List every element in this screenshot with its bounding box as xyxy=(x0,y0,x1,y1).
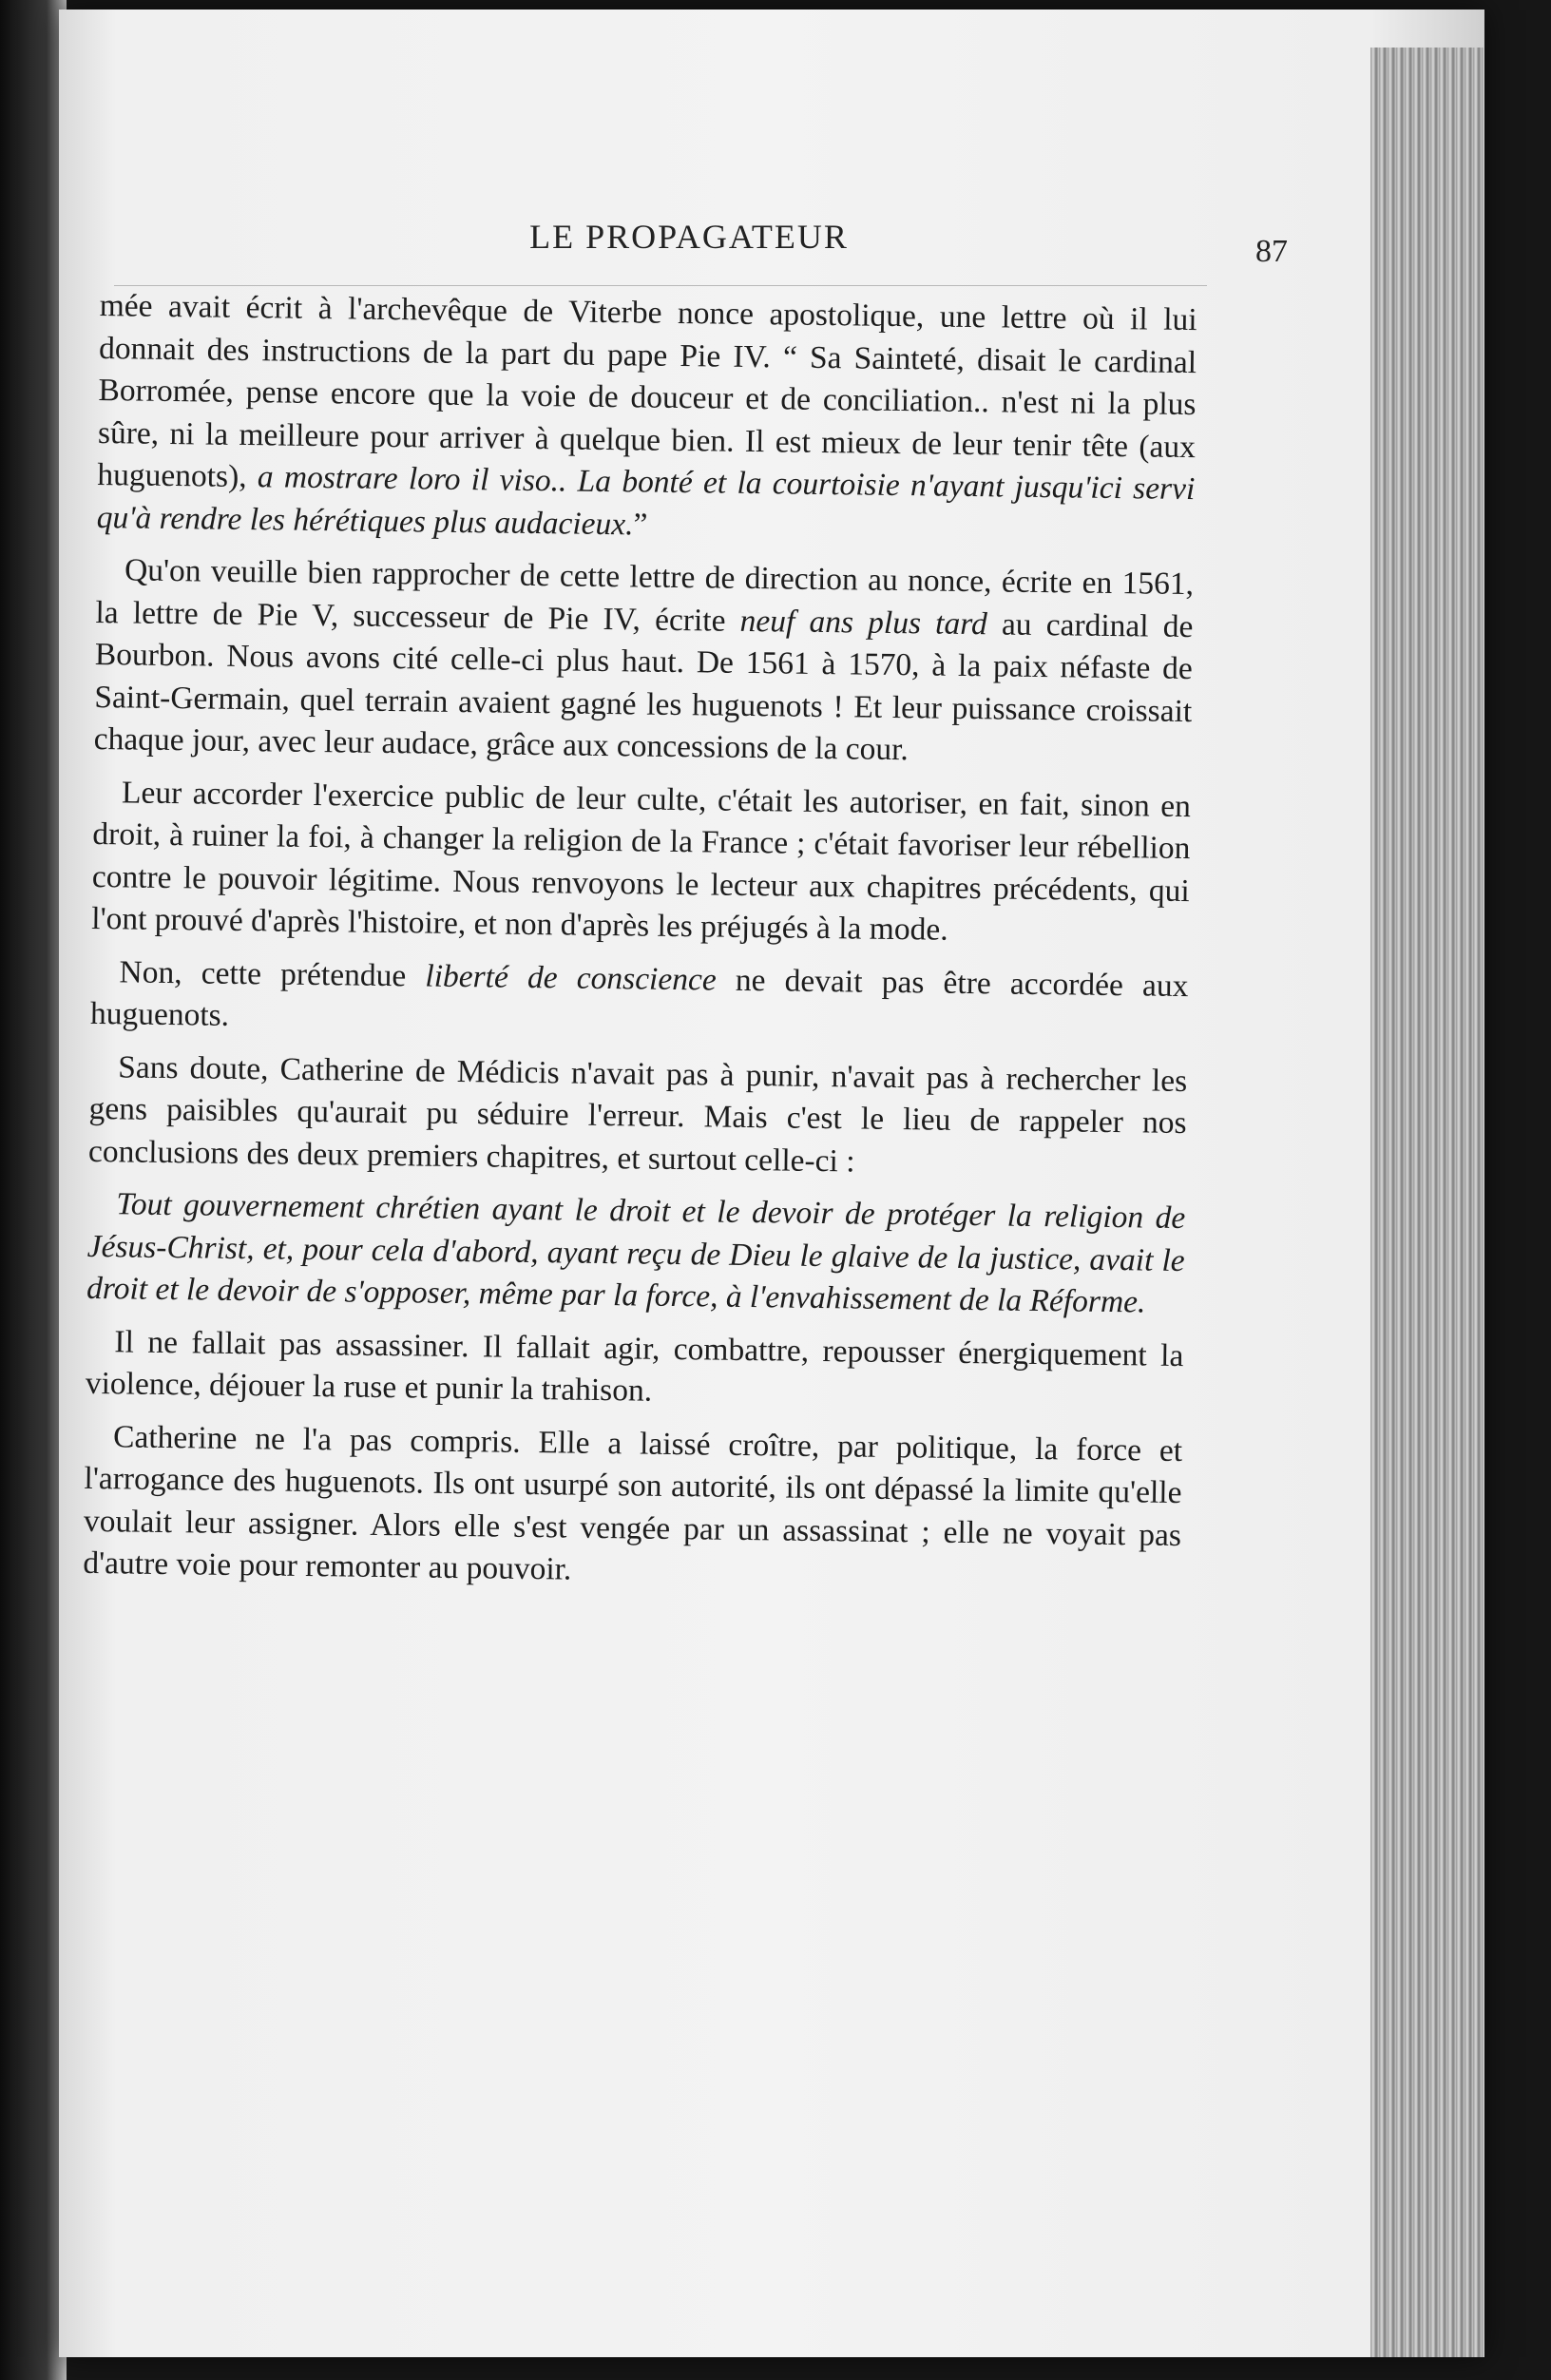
paragraph-pie-v-letter xyxy=(93,549,1194,776)
paragraph-conclusion-quote xyxy=(86,1183,1186,1325)
paragraph-text: Il ne fallait pas assassiner. Il fallait agir, combattre, repousser énergiquement la violence, déjouer la ruse et punir la trahison. xyxy=(85,1323,1184,1409)
emphasis-neuf-ans: neuf ans plus tard xyxy=(739,603,988,642)
emphasis-liberte: liberté de conscience xyxy=(425,958,717,998)
italian-quote: a mostrare loro il viso.. La bonté et la courtoisie n'ayant jusqu'ici servi qu'à rendre les hérétiques plus audacieux. xyxy=(96,459,1196,542)
paragraph-liberte-conscience xyxy=(90,950,1189,1049)
paragraph-text: Catherine ne l'a pas compris. Elle a laissé croître, par politique, la force et l'arrogance des huguenots. Ils ont usurpé son autorité, ils ont dépassé la limite qu'elle voulait leur assigner. Alors elle s'est vengée par un assassinat ; elle ne voyait pas d'autre voie pour remonter au pouvoir. xyxy=(83,1418,1183,1587)
paragraph-catherine-compris xyxy=(83,1415,1182,1599)
paragraph-text: Non, cette prétendue xyxy=(119,953,426,994)
paragraph-text: Sans doute, Catherine de Médicis n'avait pas à punir, n'avait pas à rechercher les gens paisibles qu'aurait pu séduire l'erreur. Mais c'est le lieu de rappeler nos conclusions des deux premiers chapitres, et surtout celle-ci : xyxy=(87,1048,1188,1179)
paragraph-text: Qu'on veuille bien rapprocher de cette lettre de direction au nonce, écrite en 1561, la lettre de Pie V, successeur de Pie IV, écrite xyxy=(95,552,1195,639)
page-header xyxy=(105,217,1288,274)
paragraph-text: mée avait écrit à l'archevêque de Viterbe nonce apostolique, une lettre où il lui donnait des instructions de la part du pape Pie IV. “ Sa Sainteté, disait le cardinal Borromée, pense encore que la voie de douceur et de conciliation.. n'est ni la plus sûre, ni la meilleure pour arriver à quelque bien. Il est mieux de leur tenir tête (aux huguenots), xyxy=(97,287,1197,495)
paragraph-cardinal-letter xyxy=(97,285,1197,553)
running-title: LE PROPAGATEUR xyxy=(529,218,849,256)
paragraph-text: au cardinal de Bourbon. Nous avons cité celle-ci plus haut. De 1561 à 1570, à la paix néfaste de Saint-Germain, quel terrain avaient gagné les huguenots ! Et leur puissance croissait chaque jour, avec leur audace, grâce aux concessions de la cour. xyxy=(93,605,1194,768)
paragraph-text: Leur accorder l'exercice public de leur culte, c'était les autoriser, en fait, sinon en droit, à ruiner la foi, à changer la religion de la France ; c'était favoriser leur rébellion contre le pouvoir légitime. Nous renvoyons le lecteur aux chapitres précédents, qui l'ont prouvé d'après l'histoire, et non d'après les préjugés à la mode. xyxy=(91,774,1192,948)
body-text xyxy=(83,285,1197,1610)
paragraph-text: Tout gouvernement chrétien ayant le droit et le devoir de protéger la religion de Jésus-Christ, et, pour cela d'abord, ayant reçu de Dieu le glaive de la justice, avait le droit et le devoir de s'opposer, même par la force, à l'envahissement de la Réforme. xyxy=(86,1186,1186,1320)
header-rule xyxy=(114,285,1207,286)
left-binding-shadow xyxy=(0,0,67,2380)
page-number: 87 xyxy=(1255,234,1288,269)
paragraph-catherine-medicis xyxy=(88,1046,1188,1187)
paragraph-public-worship xyxy=(91,771,1191,954)
paragraph-assassiner xyxy=(86,1320,1184,1419)
paragraph-text: ne devait pas être accordée aux huguenots. xyxy=(89,962,1189,1033)
closing-quote-mark: ” xyxy=(633,506,648,543)
page-edges-stack xyxy=(1370,48,1484,2357)
